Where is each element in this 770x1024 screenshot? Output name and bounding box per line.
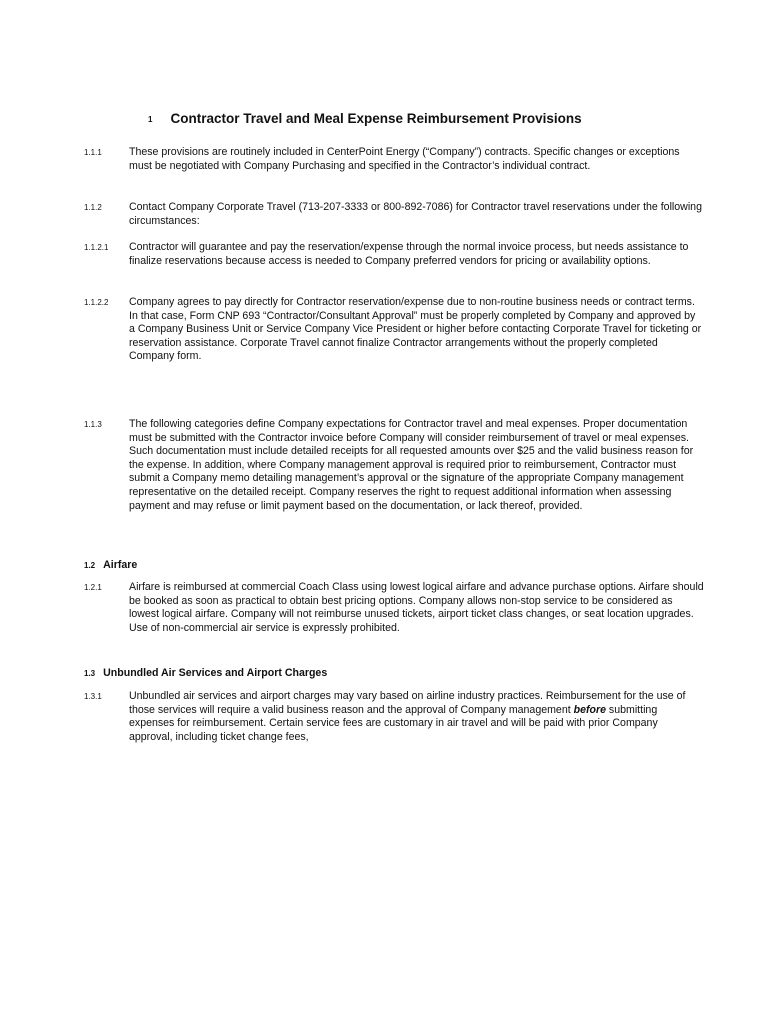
section-1-1-1 <box>84 146 704 173</box>
section-1-1-3 <box>84 418 704 513</box>
section-1-3-1 <box>84 690 704 744</box>
section-text: Contractor will guarantee and pay the reservation/expense through the normal invoice process, but needs assistance to finalize reservations because access is needed to Company preferred vendors for pricing or availability options. <box>129 241 689 267</box>
emphasis-before: before <box>573 703 606 716</box>
section-text: These provisions are routinely included in CenterPoint Energy (“Company”) contracts. Specific changes or exceptions must be negotiated with Company Purchasing and specified in the Contractor’s individual contract. <box>129 146 680 172</box>
section-number: 1.1.1 <box>84 148 102 157</box>
heading-text: Unbundled Air Services and Airport Charges <box>103 667 328 679</box>
heading-1-3 <box>84 663 327 681</box>
section-number: 1.1.2.1 <box>84 243 109 252</box>
section-text: Company agrees to pay directly for Contractor reservation/expense due to non-routine business needs or contract terms. In that case, Form CNP 693 “Contractor/Consultant Approval” must be properly completed by Company and approved by a Company Business Unit or Service Company Vice President or higher before contacting Corporate Travel for ticketing or reservation assistance. Corporate Travel cannot finalize Contractor arrangements without the properly completed Company form. <box>129 296 702 363</box>
title-text: Contractor Travel and Meal Expense Reimbursement Provisions <box>170 111 582 126</box>
heading-number: 1.3 <box>84 669 96 678</box>
section-1-1-2-2 <box>84 296 704 364</box>
section-text: The following categories define Company expectations for Contractor travel and meal expenses. Proper documentation must be submitted with the Contractor invoice before Company will consider reimbursement of travel or meal expenses. Such documentation must include detailed receipts for all requested amounts over $25 and the valid business reason for the expense. In addition, where Company management approval is required prior to reimbursement, Contractor must submit a Company memo detailing management’s approval or the signature of the appropriate Company management representative on the detailed receipt. Company reserves the right to request additional information when assessing payment and may refuse or limit payment based on the documentation, or lack thereof, provided. <box>129 418 694 512</box>
section-text: Airfare is reimbursed at commercial Coach Class using lowest logical airfare and advance purchase options. Airfare should be booked as soon as practical to obtain best pricing options. Company allows non-stop service to be considered as lowest logical airfare. Company will not reimburse unused tickets, airport ticket class changes, or seat location upgrades. Use of non-commercial air service is expressly prohibited. <box>129 581 704 634</box>
section-number: 1.3.1 <box>84 692 102 701</box>
section-number: 1.1.3 <box>84 420 102 429</box>
section-number: 1.2.1 <box>84 583 102 592</box>
section-number: 1.1.2.2 <box>84 298 109 307</box>
section-text <box>129 690 704 744</box>
heading-number: 1.2 <box>84 561 96 570</box>
section-1-2-1 <box>84 581 704 635</box>
title-number: 1 <box>148 115 153 124</box>
section-number: 1.1.2 <box>84 203 102 212</box>
text-after: submitting expenses for reimbursement. Certain service fees are customary in air travel and will be paid with prior Company approval, including ticket change fees, <box>129 703 658 743</box>
section-text: Contact Company Corporate Travel (713-207-3333 or 800-892-7086) for Contractor travel reservations under the following circumstances: <box>129 201 702 227</box>
section-1-1-2-1 <box>84 241 704 268</box>
heading-1-2 <box>84 555 137 573</box>
section-1-1-2 <box>84 201 704 228</box>
heading-text: Airfare <box>103 559 138 571</box>
document-title <box>148 111 582 126</box>
text-before: Unbundled air services and airport charges may vary based on airline industry practices. Reimbursement for the use of those services will require a valid business reason and the approval of Company management <box>129 690 686 716</box>
